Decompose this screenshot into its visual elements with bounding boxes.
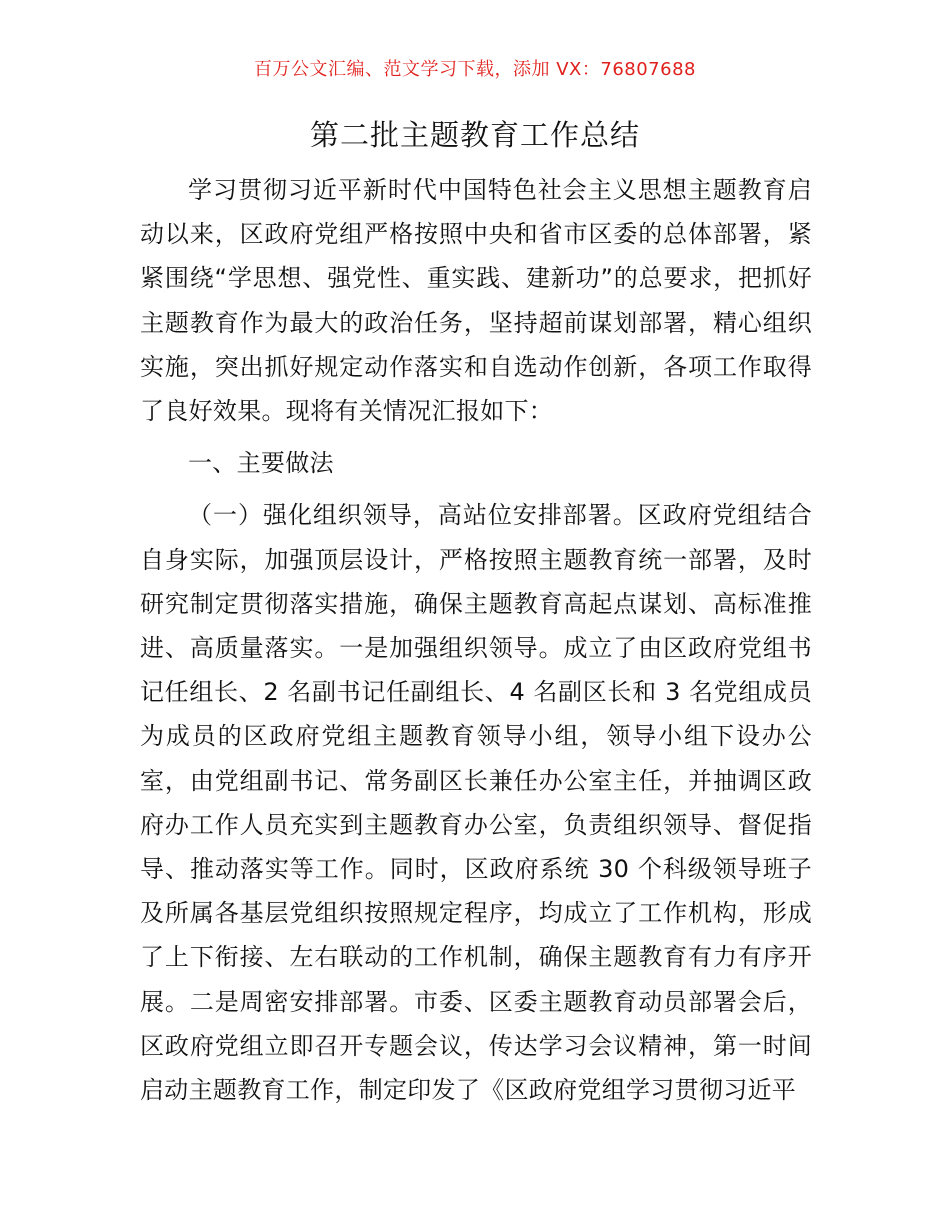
watermark-text: 百万公文汇编、范文学习下载，添加 VX：76807688 <box>254 59 696 80</box>
section-heading: 一、主要做法 <box>188 449 334 478</box>
body-paragraph: （一）强化组织领导，高站位安排部署。区政府党组结合自身实际，加强顶层设计，严格按照主题教育统一部署，及时研究制定贯彻落实措施，确保主题教育高起点谋划、高标准推进、高质量落实。一是加强组织领导。成立了由区政府党组书记任组长、2 名副书记任副组长、4 名副区长和 3 名党组成员为成员的区政府党组主题教育领导小组，领导小组下设办公室，由党组副书记、常务副区长兼任办公室主任，并抽调区政府办工作人员充实到主题教育办公室，负责组织领导、督促指导、推动落实等工作。同时，区政府系统 30 个科级领导班子及所属各基层党组织按照规定程序，均成立了工作机构，形成了上下衔接、左右联动的工作机制，确保主题教育有力有序开展。二是周密安排部署。市委、区委主题教育动员部署会后，区政府党组立即召开专题会议，传达学习会议精神，第一时间启动主题教育工作，制定印发了《区政府党组学习贯彻习近平 <box>140 501 812 1105</box>
document-body <box>140 168 812 1112</box>
intro-paragraph: 学习贯彻习近平新时代中国特色社会主义思想主题教育启动以来，区政府党组严格按照中央和省市区委的总体部署，紧紧围绕“学思想、强党性、重实践、建新功”的总要求，把抓好主题教育作为最大的政治任务，坚持超前谋划部署，精心组织实施，突出抓好规定动作落实和自选动作创新，各项工作取得了良好效果。现将有关情况汇报如下： <box>140 176 812 426</box>
page-title: 第二批主题教育工作总结 <box>309 118 640 152</box>
